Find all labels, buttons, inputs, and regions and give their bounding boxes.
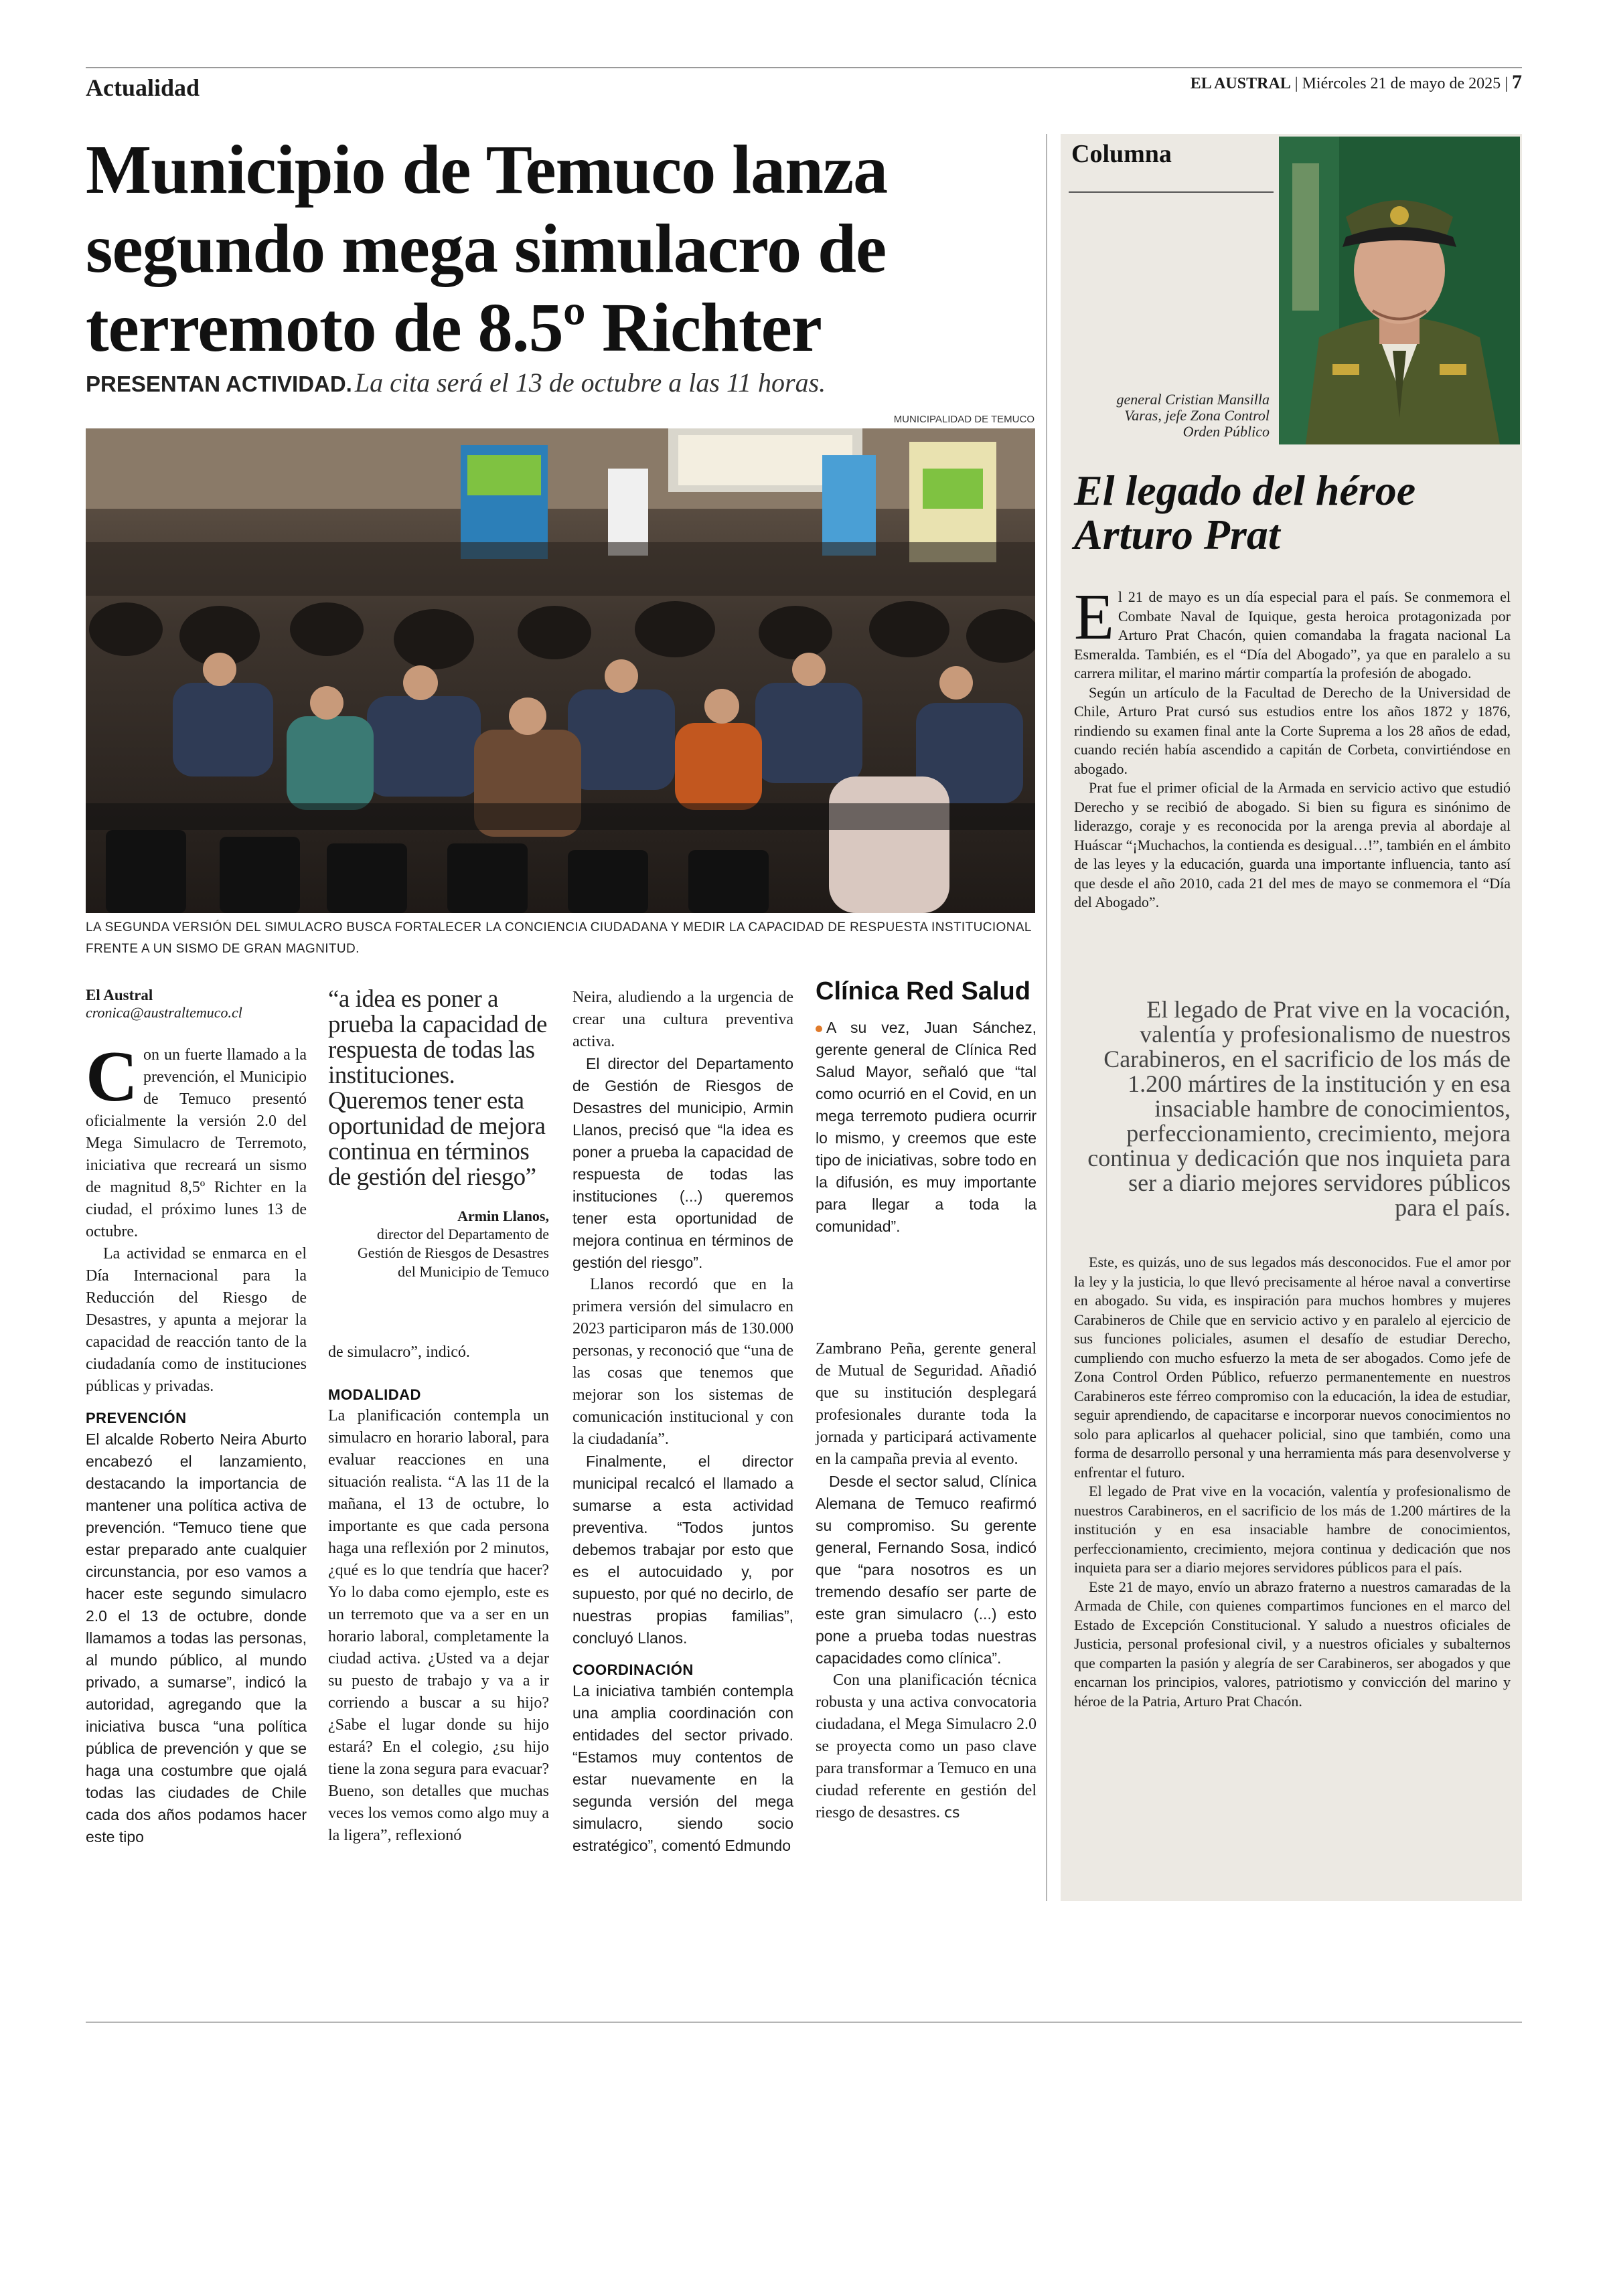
column-label-rule bbox=[1069, 191, 1274, 193]
column-paragraph: El legado de Prat vive en la vocación, valentía y profesionalismo de nuestros Carabineros, en el sacrificio de los más de 1.200 mártires de la institución y en esa insaciable hambre de conocimientos, perfeccionamiento, crecimiento, mejora continua y dedicación que nos inquieta para ser a diario mejores servidores públicos para el país. bbox=[1074, 1483, 1511, 1576]
paragraph: Desde el sector salud, Clínica Alemana de Temuco reafirmó su compromiso. Su gerente general, Fernando Sosa, indicó que “para nosotros es un tremendo desafío ser parte de este gran simulacro (...) esto pone a prueba todas nuestras capacidades como clínica”. bbox=[816, 1473, 1037, 1667]
masthead: EL AUSTRAL | Miércoles 21 de mayo de 2025 | 7 bbox=[1190, 71, 1522, 93]
sidebar-title: Clínica Red Salud bbox=[816, 977, 1030, 1005]
paragraph: Neira, aludiendo a la urgencia de crear una cultura preventiva activa. bbox=[572, 989, 793, 1050]
headline-line: segundo mega simulacro de bbox=[86, 210, 887, 287]
column-pull-quote: El legado de Prat vive en la vocación, valentía y profesionalismo de nuestros Carabineros, en el sacrificio de los más de 1.200 mártires de la institución y en esa insaciable hambre de conocimientos, perfeccionamiento, crecimiento, mejora continua y dedicación que nos inquieta para ser a diario mejores servidores públicos para el país. bbox=[1087, 996, 1511, 1221]
column-dropcap: E bbox=[1074, 581, 1114, 653]
portrait-caption-line: Orden Público bbox=[1182, 423, 1270, 440]
paragraph: La planificación contempla un simulacro en horario laboral, para evaluar reacciones en una situación realista. “A las 11 de la mañana, el 13 de octubre, lo importante es que cada persona haga una reflexión por 2 minutos, ¿qué es lo que tendría que hacer? Yo lo daba como ejemplo, este es un terremoto que va a ser en un horario laboral, completamente la ciudad activa. ¿Usted va a dejar su puesto de trabajo y va a ir corriendo a buscar a su hijo? ¿Sabe el lugar donde su hijo estará? En el colegio, ¿su hijo tiene la zona segura para evacuar? Bueno, son detalles que muchas veces los vemos como algo muy a la ligera”, reflexionó bbox=[328, 1407, 549, 1844]
byline-name: El Austral bbox=[86, 987, 153, 1003]
article-headline bbox=[86, 131, 1037, 367]
column-paragraph: Este 21 de mayo, envío un abrazo fraterno a nuestros camaradas de la Armada de Chile, con quienes compartimos funciones en el marco del Estado de Excepción Constitucional. Y saludo a nuestros oficiales de Justicia, personal profesional civil, y a nuestros oficiales y subalternos que comparten la pasión y alegría de ser Carabineros, ser abogados y que encarnan los principios, valores, patriotismo y convicción del marino y héroe de la Patria, Arturo Prat Chacón. bbox=[1074, 1578, 1511, 1710]
portrait-graphic bbox=[1279, 137, 1520, 444]
paragraph: de simulacro”, indicó. bbox=[328, 1343, 470, 1361]
closing-text: Con una planificación técnica robusta y una activa convocatoria ciudadana, el Mega Simulacro 2.0 se proyecta como un paso clave para transformar a Temuco en una ciudad referente en gestión del riesgo de desastres. bbox=[816, 1671, 1037, 1821]
column-lead-text: l 21 de mayo es un día especial para el país. Se conmemora el Combate Naval de Iquique, gesta heroica protagonizada por Arturo Prat Chacón, quien comandaba la fragata nacional La Esmeralda. También, es el “Día del Abogado”, ya que en paralelo a su carrera militar, el marino mártir compartía la profesión de abogado. bbox=[1074, 588, 1511, 681]
pull-quote-role-line: del Municipio de Temuco bbox=[398, 1263, 549, 1280]
bottom-rule bbox=[86, 2022, 1522, 2023]
paragraph: Zambrano Peña, gerente general de Mutual de Seguridad. Añadió que su institución desplegará profesionales durante toda la jornada y participará activamente en la campaña previa al evento. bbox=[816, 1340, 1037, 1468]
column-paragraph: Este, es quizás, uno de sus legados más desconocidos. Fue el amor por la ley y la justicia, lo que llevó precisamente al héroe naval a convertirse en abogado. Su vida, es inspiración para muchos hombres y mujeres Carabineros de Chile que en servicio activo y en paralelo al ejercicio de sus funciones policiales, asumen el desafío de estudiar Derecho, cumpliendo con mucho esfuerzo la meta de ser abogados. Como jefe de Zona Control Orden Público, refuerzo permanentemente en nuestros Carabineros este férreo compromiso con la educación, la idea de estudiar, seguir aprendiendo, de capacitarse e incorporar nuevos conocimientos no solo para aplicarlos al quehacer policial, sino que también, como una forma de desarrollo personal y una herramienta más para desenvolverse y enfrentar el futuro. bbox=[1074, 1254, 1511, 1481]
byline-email: cronica@australtemuco.cl bbox=[86, 1004, 242, 1021]
lead-text: on un fuerte llamado a la prevención, el Municipio de Temuco presentó oficialmente la versión 2.0 del Mega Simulacro de Terremoto, iniciativa que recreará un sismo de magnitud 8,5º Richter en la ciudad, el próximo lunes 13 de octubre. bbox=[86, 1046, 307, 1240]
column-paragraph: Según un artículo de la Facultad de Derecho de la Universidad de Chile, Arturo Prat cursó sus estudios entre los años 1872 y 1876, rindiendo su examen final ante la Corte Suprema a los 28 años de edad, cuando recién había ascendido a capitán de Corbeta, convirtiéndose en abogado. bbox=[1074, 683, 1511, 777]
headline-line: Municipio de Temuco lanza bbox=[86, 131, 888, 208]
column-lead-paragraph bbox=[1074, 581, 1511, 683]
paper-name: EL AUSTRAL bbox=[1190, 75, 1291, 92]
paragraph bbox=[816, 1669, 1037, 1824]
subhead-coordinacion: COORDINACIÓN bbox=[572, 1661, 694, 1678]
subhead-modalidad: MODALIDAD bbox=[328, 1386, 421, 1403]
sidebar-text: A su vez, Juan Sánchez, gerente general de Clínica Red Salud Mayor, señaló que “tal como ocurrió en el Covid, en un mega terremoto pudiera ocurrir lo mismo, y creemos que este tipo de iniciativas, sobre todo en la difusión, es muy importante para llegar a toda la comunidad”. bbox=[816, 1019, 1037, 1235]
column-body-bottom bbox=[1074, 1253, 1511, 1711]
column-divider bbox=[1046, 134, 1047, 1901]
column-title-line: El legado del héroe bbox=[1074, 467, 1416, 514]
section-label: Actualidad bbox=[86, 74, 200, 101]
article-column-1 bbox=[86, 987, 307, 1848]
article-column-4 bbox=[816, 977, 1037, 1824]
event-photo bbox=[86, 428, 1035, 913]
sidebar-box bbox=[816, 1017, 1037, 1238]
column-body-top bbox=[1074, 581, 1511, 912]
paragraph: El alcalde Roberto Neira Aburto encabezó el lanzamiento, destacando la importancia de mantener una política activa de prevención. “Temuco tiene que estar preparado ante cualquier circunstancia, por eso vamos a hacer este segundo simulacro 2.0 el 13 de octubre, donde llamamos a todas las personas, al mundo público, al mundo privado, a sumarse”, indicó la autoridad, agregando que la iniciativa busca “una política pública de prevención y que se haga una costumbre que ojalá todas las ciudades de Chile cada dos años podamos hacer este tipo bbox=[86, 1430, 307, 1846]
event-photo-graphic bbox=[86, 428, 1035, 913]
article-column-3 bbox=[572, 987, 793, 1857]
lead-paragraph bbox=[86, 1037, 307, 1243]
article-column-2 bbox=[328, 987, 549, 1847]
photo-credit: MUNICIPALIDAD DE TEMUCO bbox=[893, 414, 1035, 425]
author-portrait bbox=[1279, 137, 1520, 444]
photo-caption: LA SEGUNDA VERSIÓN DEL SIMULACRO BUSCA FORTALECER LA CONCIENCIA CIUDADANA Y MEDIR LA CAPACIDAD DE RESPUESTA INSTITUCIONAL FRENTE A UN SISMO DE GRAN MAGNITUD. bbox=[86, 920, 1032, 956]
column-label: Columna bbox=[1071, 140, 1172, 168]
headline-line: terremoto de 8.5º Richter bbox=[86, 289, 822, 366]
column-paragraph: Prat fue el primer oficial de la Armada en servicio activo que estudió Derecho y se recibió de abogado. Si bien su figura es sinónimo de liderazgo, coraje y es reconocida por la arenga previa al abordaje al Huáscar “¡Muchachos, la contienda es desigual…!”, también en el ámbito de las leyes y la educación, guarda una importante influencia, tanto así que desde el año 2010, cada 21 del mes de mayo se conmemora el “Día del Abogado”. bbox=[1074, 779, 1511, 910]
article-deck-line bbox=[86, 367, 1037, 398]
kicker: PRESENTAN ACTIVIDAD. bbox=[86, 372, 352, 396]
subhead-prevencion: PREVENCIÓN bbox=[86, 1410, 187, 1426]
deck: La cita será el 13 de octubre a las 11 horas. bbox=[354, 367, 826, 398]
bullet-icon bbox=[816, 1026, 822, 1032]
pull-quote-role-line: Gestión de Riesgos de Desastres bbox=[358, 1244, 549, 1261]
issue-date: Miércoles 21 de mayo de 2025 bbox=[1302, 75, 1501, 92]
column-title bbox=[1074, 469, 1509, 557]
page-number: 7 bbox=[1512, 71, 1522, 93]
top-rule bbox=[86, 67, 1522, 68]
paragraph: El director del Departamento de Gestión de Riesgos de Desastres del municipio, Armin Llanos, precisó que “la idea es poner a prueba la capacidad de respuesta de todas las instituciones (...) queremos tener esta oportunidad de mejora continua en términos de gestión del riesgo”. bbox=[572, 1055, 793, 1271]
paragraph: La iniciativa también contempla una amplia coordinación con entidades del sector privado. “Estamos muy contentos de estar nuevamente en la segunda versión del mega simulacro, siendo socio estratégico”, comentó Edmundo bbox=[572, 1682, 793, 1854]
column-title-line: Arturo Prat bbox=[1074, 511, 1280, 558]
end-mark-icon: cs bbox=[943, 1805, 960, 1821]
paragraph: Finalmente, el director municipal recalcó el llamado a sumarse a esta actividad preventiva. “Todos juntos debemos trabajar por esto que es el autocuidado y, por supuesto, por qué no decirlo, de nuestras propias familias”, concluyó Llanos. bbox=[572, 1453, 793, 1647]
portrait-caption-line: general Cristian Mansilla bbox=[1116, 391, 1270, 408]
pull-quote-role-line: director del Departamento de bbox=[376, 1226, 549, 1242]
dropcap: C bbox=[86, 1037, 138, 1117]
paragraph: Llanos recordó que en la primera versión del simulacro en 2023 participaron más de 130.000 personas, y reconoció que “una de las cosas que tenemos que mejorar son los sistemas de comunicación institucional y con la ciudadanía”. bbox=[572, 1276, 793, 1448]
paragraph: La actividad se enmarca en el Día Internacional para la Reducción del Riesgo de Desastres, y apunta a mejorar la capacidad de reacción tanto de la ciudadanía como de instituciones públicas y privadas. bbox=[86, 1245, 307, 1395]
pull-quote: “a idea es poner a prueba la capacidad de respuesta de todas las instituciones. Queremos tener esta oportunidad de mejora continua en términos de gestión del riesgo” bbox=[328, 985, 547, 1191]
portrait-caption bbox=[1071, 392, 1270, 440]
portrait-caption-line: Varas, jefe Zona Control bbox=[1124, 407, 1270, 424]
pull-quote-author: Armin Llanos, bbox=[457, 1208, 549, 1224]
